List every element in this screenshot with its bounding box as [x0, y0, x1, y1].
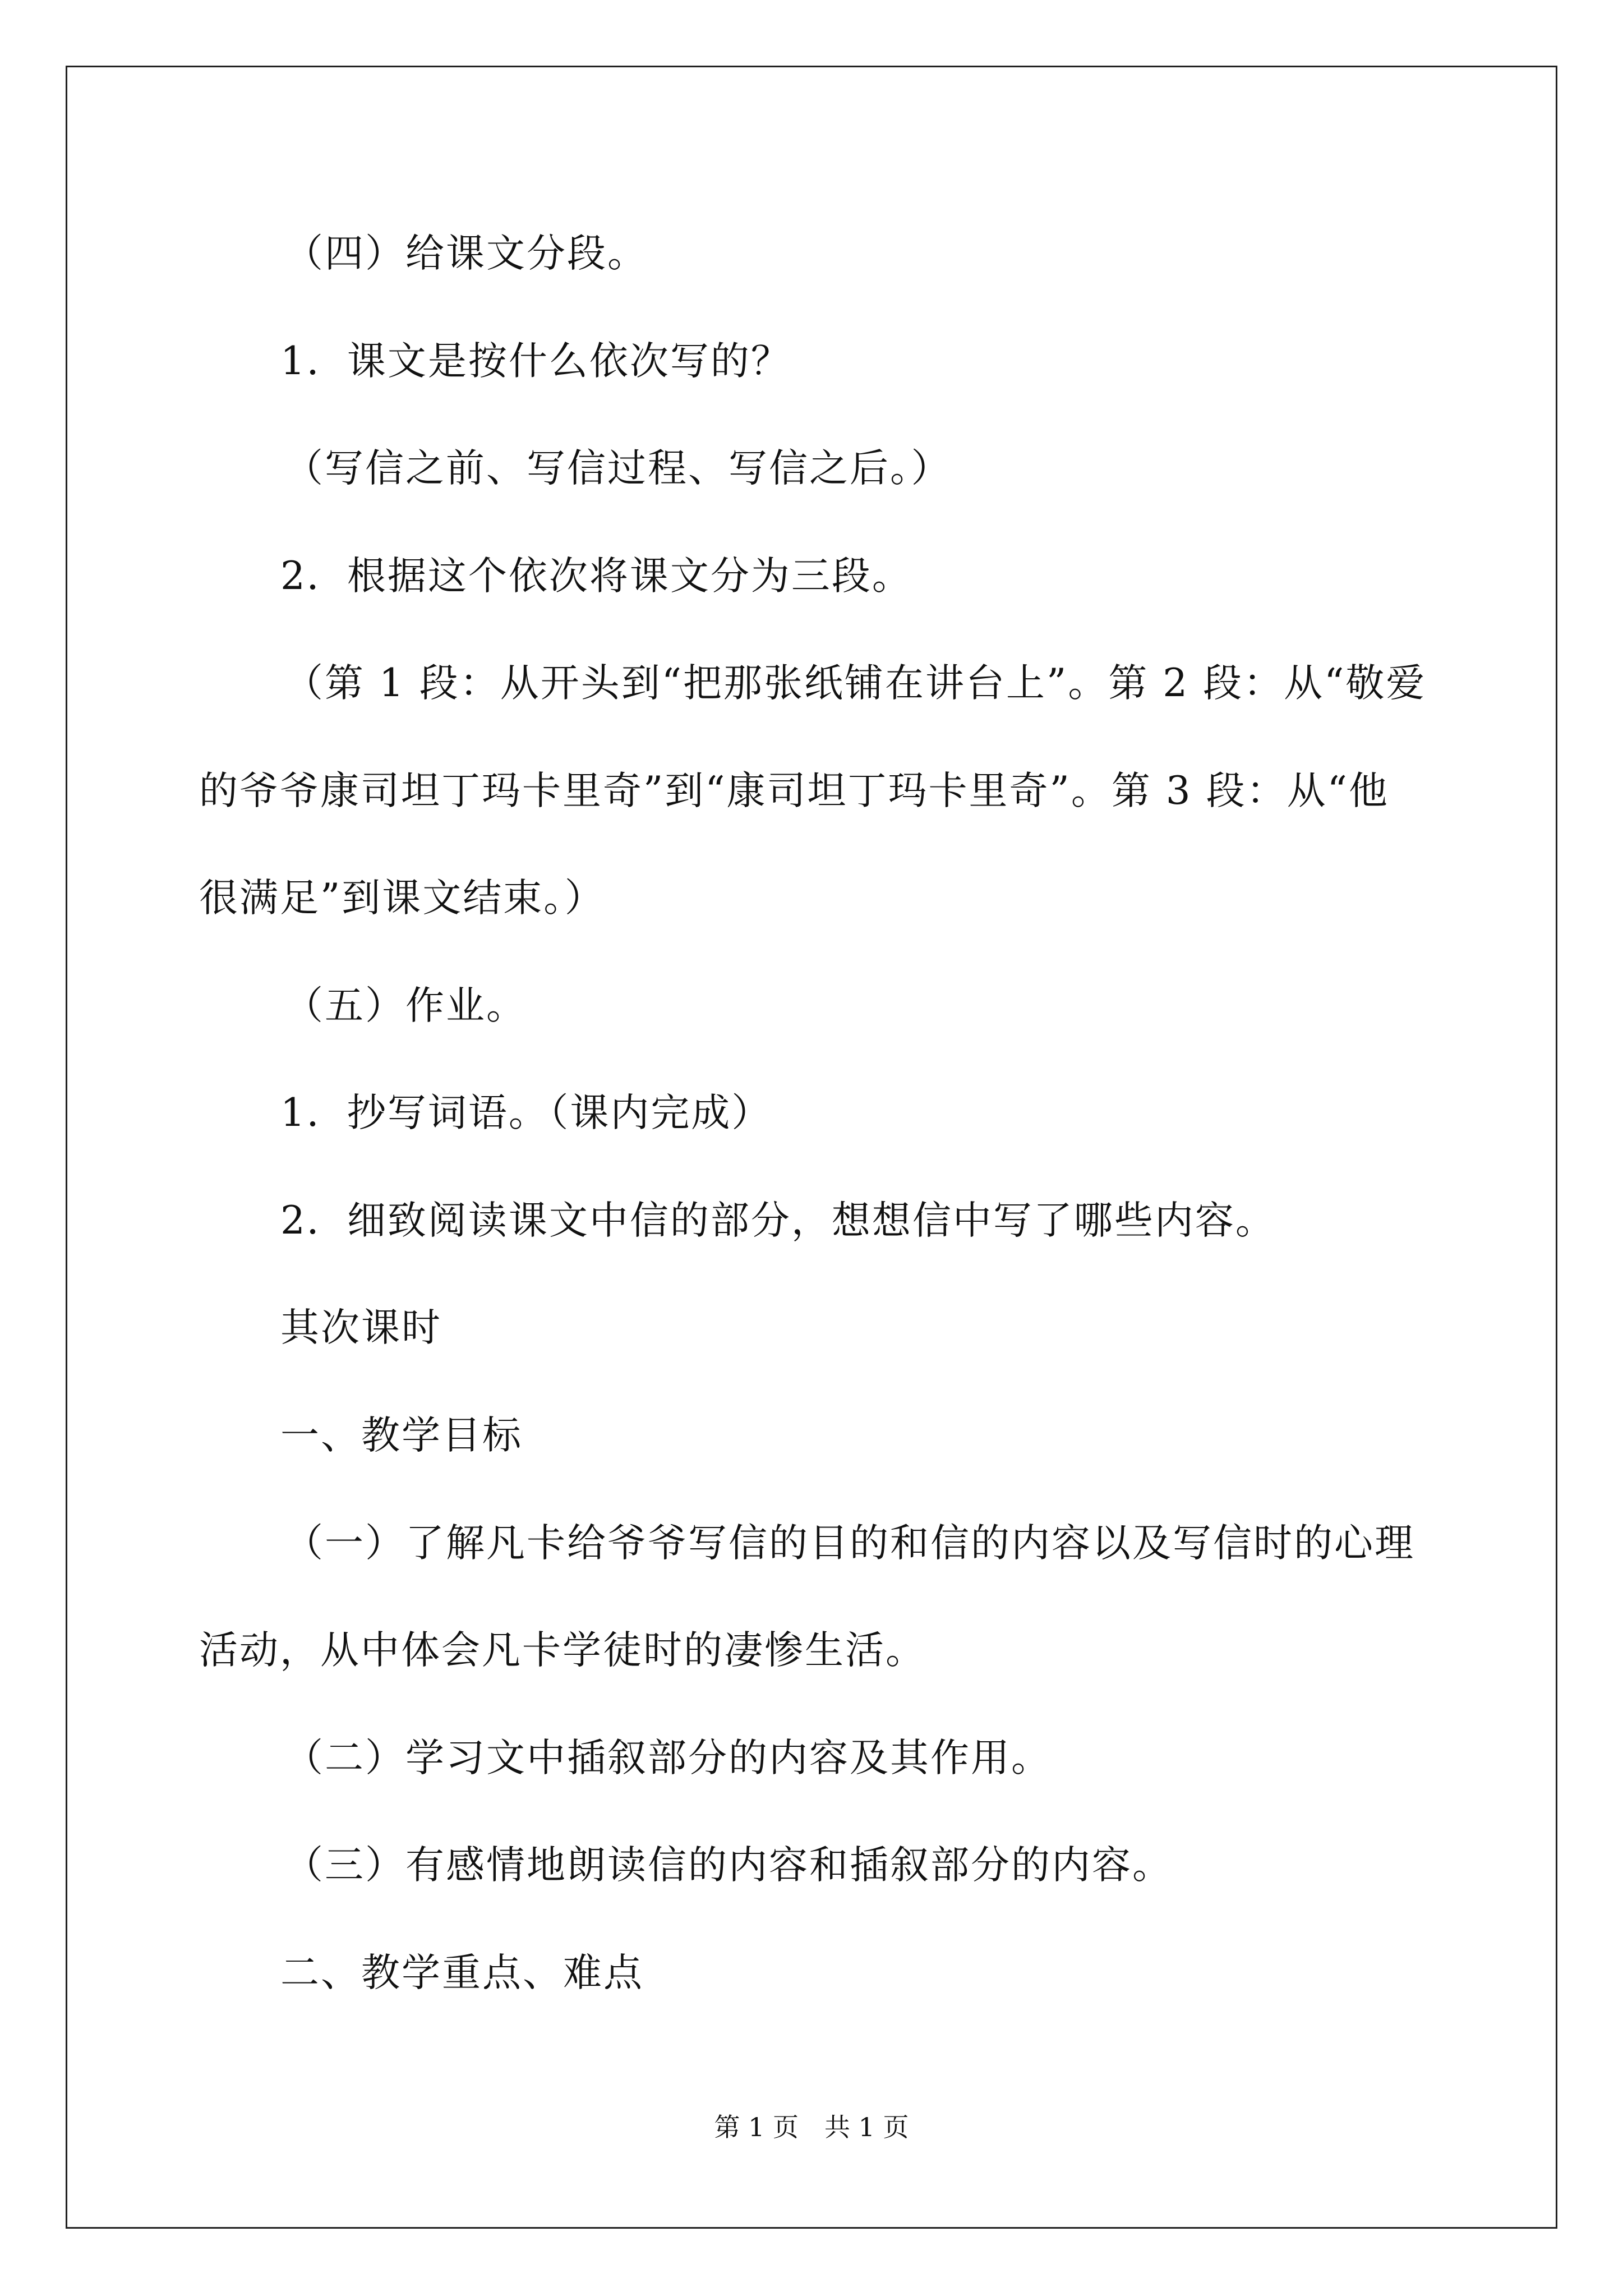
- paragraph-line: 活动，从中体会凡卡学徒时的凄惨生活。: [199, 1628, 926, 1673]
- paragraph-line: （第 1 段：从开头到“把那张纸铺在讲台上”。第 2 段：从“敬爱: [284, 661, 1427, 706]
- paragraph-line: 1．课文是按什么依次写的？: [280, 339, 791, 384]
- paragraph-line: （五）作业。: [284, 983, 527, 1028]
- page-border: [66, 66, 1557, 2229]
- paragraph-line: （一）了解凡卡给爷爷写信的目的和信的内容以及写信时的心理: [284, 1521, 1415, 1566]
- paragraph-line: （四）给课文分段。: [284, 231, 648, 276]
- page-footer: 第 1 页 共 1 页: [714, 2112, 909, 2142]
- section-heading: 一、教学目标: [280, 1413, 523, 1458]
- paragraph-line: 2．细致阅读课文中信的部分，想想信中写了哪些内容。: [280, 1198, 1276, 1243]
- paragraph-line: 的爷爷康司坦丁玛卡里奇”到“康司坦丁玛卡里奇”。第 3 段：从“他: [199, 769, 1389, 813]
- section-heading: 二、教学重点、难点: [280, 1950, 644, 1995]
- paragraph-line: （二）学习文中插叙部分的内容及其作用。: [284, 1736, 1052, 1780]
- section-heading: 其次课时: [280, 1305, 442, 1350]
- paragraph-line: （三）有感情地朗读信的内容和插叙部分的内容。: [284, 1843, 1173, 1888]
- paragraph-line: 很满足”到课文结束。）: [199, 876, 605, 921]
- paragraph-line: 2．根据这个依次将课文分为三段。: [280, 554, 912, 599]
- paragraph-line: 1．抄写词语。（课内完成）: [280, 1091, 772, 1135]
- paragraph-line: （写信之前、写信过程、写信之后。）: [284, 446, 952, 491]
